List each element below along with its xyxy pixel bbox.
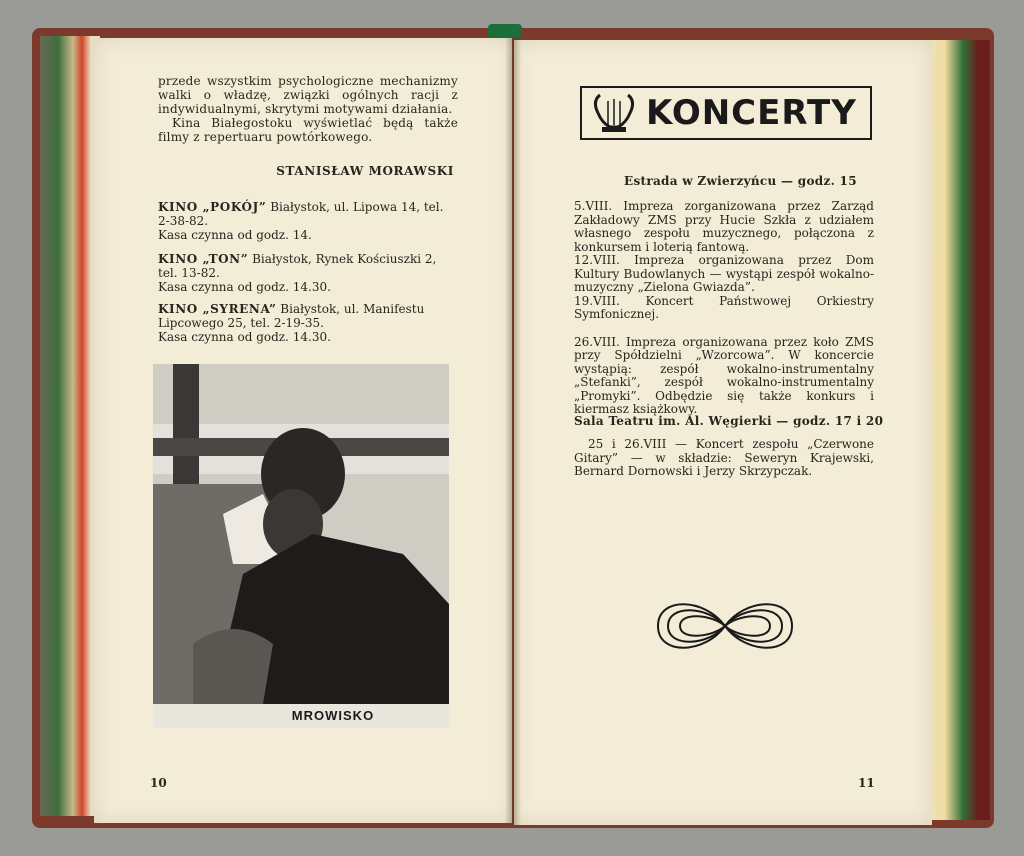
page-edges-left [40, 36, 100, 816]
cinema-address: Białystok, ul. Lipowa 14, tel. 2-38-82. [158, 200, 444, 228]
events-zwierzyniec [574, 200, 874, 417]
cinema-name: KINO „POKÓJ” [158, 200, 267, 214]
cinema-name: KINO „TON” [158, 252, 249, 266]
venue-heading-teatr: Sala Teatru im. Al. Węgierki — godz. 17 i 20 [574, 414, 884, 428]
author-signature: STANISŁAW MORAWSKI [276, 164, 454, 178]
intro-text-block [158, 74, 458, 144]
film-still-photo [153, 364, 449, 728]
intro-paragraph: przede wszystkim psychologiczne mechanizmy walki o władzę, związki ogólnych racji z indywidualnymi, skrytymi motywami działania. [158, 74, 458, 116]
event-item: 5.VIII. Impreza zorganizowana przez Zarząd Zakładowy ZMS przy Hucie Szkła z udziałem własnego zespołu muzycznego, połączona z konkursem i loterią fantową. [574, 199, 874, 254]
page-edges-right [930, 40, 990, 820]
bookmark-ribbon [488, 24, 522, 38]
closing-paragraph: Kina Białegostoku wyświetlać będą także filmy z repertuaru powtórkowego. [158, 116, 458, 144]
left-page [94, 38, 512, 823]
film-still-illustration [153, 364, 449, 728]
event-item: 26.VIII. Impreza organizowana przez koło ZMS przy Spółdzielni „Wzorcowa”. W koncercie wystąpią: zespół wokalno-instrumentalny „Stefanki”, zespół wokalno-instrumentalny „Promyki”. Odbędzie się także konkurs i kiermasz książkowy. [574, 334, 874, 416]
book-gutter [505, 38, 521, 825]
event-item: 19.VIII. Koncert Państwowej Orkiestry Symfonicznej. [574, 293, 874, 321]
right-page [514, 40, 932, 825]
cinema-box-office: Kasa czynna od godz. 14.30. [158, 330, 331, 344]
venue-heading-zwierzyniec: Estrada w Zwierzyńcu — godz. 15 [624, 174, 857, 188]
cinema-name: KINO „SYRENA” [158, 302, 277, 316]
lyre-icon [590, 91, 638, 135]
events-teatr [574, 438, 874, 479]
cinema-address: Białystok, ul. Manifestu Lipcowego 25, tel. 2-19-35. [158, 302, 425, 330]
page-number-left: 10 [150, 776, 167, 790]
cinema-address: Białystok, Rynek Kościuszki 2, tel. 13-82. [158, 252, 437, 280]
event-item: 25 i 26.VIII — Koncert zespołu „Czerwone Gitary” — w składzie: Seweryn Krajewski, Bernard Dornowski i Jerzy Skrzypczak. [574, 437, 874, 478]
photo-caption: MROWISKO [291, 708, 375, 723]
cinema-box-office: Kasa czynna od godz. 14. [158, 228, 312, 242]
infinity-ornament [650, 588, 800, 664]
event-item: 12.VIII. Impreza organizowana przez Dom Kultury Budowlanych — wystąpi zespół wokalno-muzyczny „Zielona Gwiazda”. [574, 253, 874, 294]
cinema-entry-pokoj [158, 200, 458, 242]
cinema-box-office: Kasa czynna od godz. 14.30. [158, 280, 331, 294]
section-title: KONCERTY [646, 93, 857, 133]
cinema-entry-ton [158, 252, 458, 294]
cinema-entry-syrena [158, 302, 458, 344]
section-banner [580, 86, 872, 140]
page-number-right: 11 [858, 776, 875, 790]
